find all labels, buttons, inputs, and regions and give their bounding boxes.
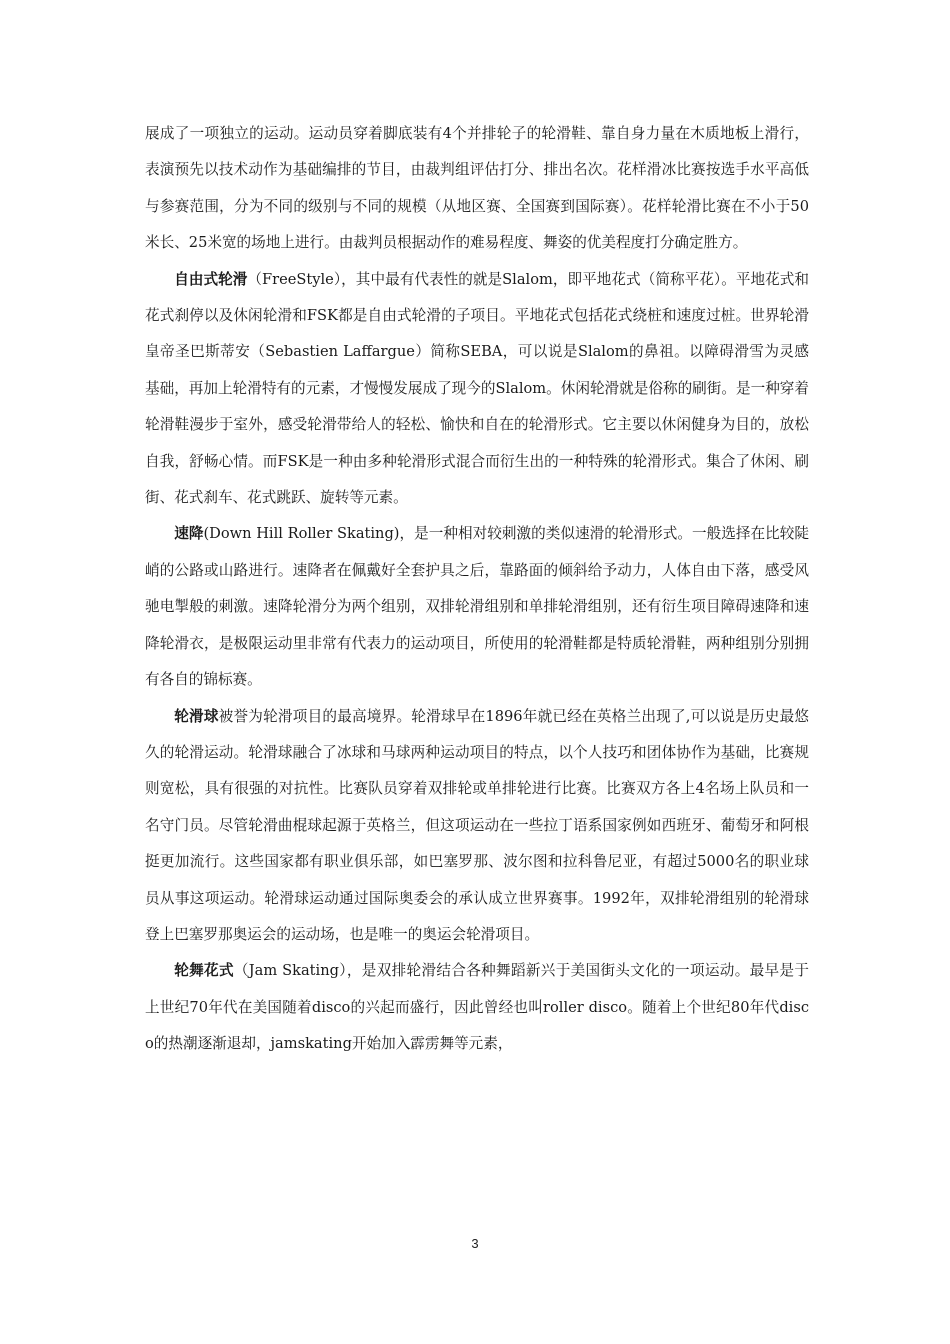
term-freestyle: 自由式轮滑	[174, 270, 248, 288]
paragraph-roller-hockey	[145, 699, 809, 954]
paragraph-text: 被誉为轮滑项目的最高境界。轮滑球早在1896年就已经在英格兰出现了,可以说是历史最悠久的轮滑运动。轮滑球融合了冰球和马球两种运动项目的特点，以个人技巧和团体协作为基础，比赛规则宽松，具有很强的对抗性。比赛队员穿着双排轮或单排轮进行比赛。比赛双方各上4名场上队员和一名守门员。尽管轮滑曲棍球起源于英格兰，但这项运动在一些拉丁语系国家例如西班牙、葡萄牙和阿根挺更加流行。这些国家都有职业俱乐部，如巴塞罗那、波尔图和拉科鲁尼亚，有超过5000名的职业球员从事这项运动。轮滑球运动通过国际奥委会的承认成立世界赛事。1992年，双排轮滑组别的轮滑球登上巴塞罗那奥运会的运动场，也是唯一的奥运会轮滑项目。	[145, 707, 809, 943]
page-number: 3	[471, 1236, 479, 1251]
paragraph-figure-skating	[145, 116, 809, 262]
term-jam-skating: 轮舞花式	[174, 962, 234, 980]
paragraph-text: (Down Hill Roller Skating)，是一种相对较刺激的类似速滑的轮滑形式。一般选择在比较陡峭的公路或山路进行。速降者在佩戴好全套护具之后，靠路面的倾斜给予动力，人体自由下落，感受风驰电掣般的刺激。速降轮滑分为两个组别，双排轮滑组别和单排轮滑组别，还有衍生项目障碍速降和速降轮滑衣，是极限运动里非常有代表力的运动项目，所使用的轮滑鞋都是特质轮滑鞋，两种组别分别拥有各自的锦标赛。	[145, 525, 809, 689]
paragraph-text: （Jam Skating），是双排轮滑结合各种舞蹈新兴于美国街头文化的一项运动。最早是于上世纪70年代在美国随着disco的兴起而盛行，因此曾经也叫roller disco。随着上个世纪80年代disco的热潮逐渐退却，jamskating开始加入霹雳舞等元素，	[145, 962, 809, 1053]
term-downhill: 速降	[174, 525, 204, 543]
paragraph-downhill	[145, 516, 809, 698]
paragraph-text: （FreeStyle），其中最有代表性的就是Slalom，即平地花式（简称平花）。平地花式和花式刹停以及休闲轮滑和FSK都是自由式轮滑的子项目。平地花式包括花式绕桩和速度过桩。世界轮滑皇帝圣巴斯蒂安（Sebastien Laffargue）简称SEBA，可以说是Slalom的鼻祖。以障碍滑雪为灵感基础，再加上轮滑特有的元素，才慢慢发展成了现今的Slalom。休闲轮滑就是俗称的刷街。是一种穿着轮滑鞋漫步于室外，感受轮滑带给人的轻松、愉快和自在的轮滑形式。它主要以休闲健身为目的，放松自我，舒畅心情。而FSK是一种由多种轮滑形式混合而衍生出的一种特殊的轮滑形式。集合了休闲、刷街、花式刹车、花式跳跃、旋转等元素。	[145, 270, 809, 507]
paragraph-jam-skating	[145, 953, 809, 1062]
paragraph-text: 展成了一项独立的运动。运动员穿着脚底装有4个并排轮子的轮滑鞋、靠自身力量在木质地板上滑行，表演预先以技术动作为基础编排的节目，由裁判组评估打分、排出名次。花样滑冰比赛按选手水平高低与参赛范围，分为不同的级别与不同的规模（从地区赛、全国赛到国际赛）。花样轮滑比赛在不小于50米长、25米宽的场地上进行。由裁判员根据动作的难易程度、舞姿的优美程度打分确定胜方。	[145, 125, 809, 252]
term-roller-hockey: 轮滑球	[174, 707, 219, 725]
paragraph-freestyle	[145, 262, 809, 517]
body-text	[145, 116, 809, 1063]
